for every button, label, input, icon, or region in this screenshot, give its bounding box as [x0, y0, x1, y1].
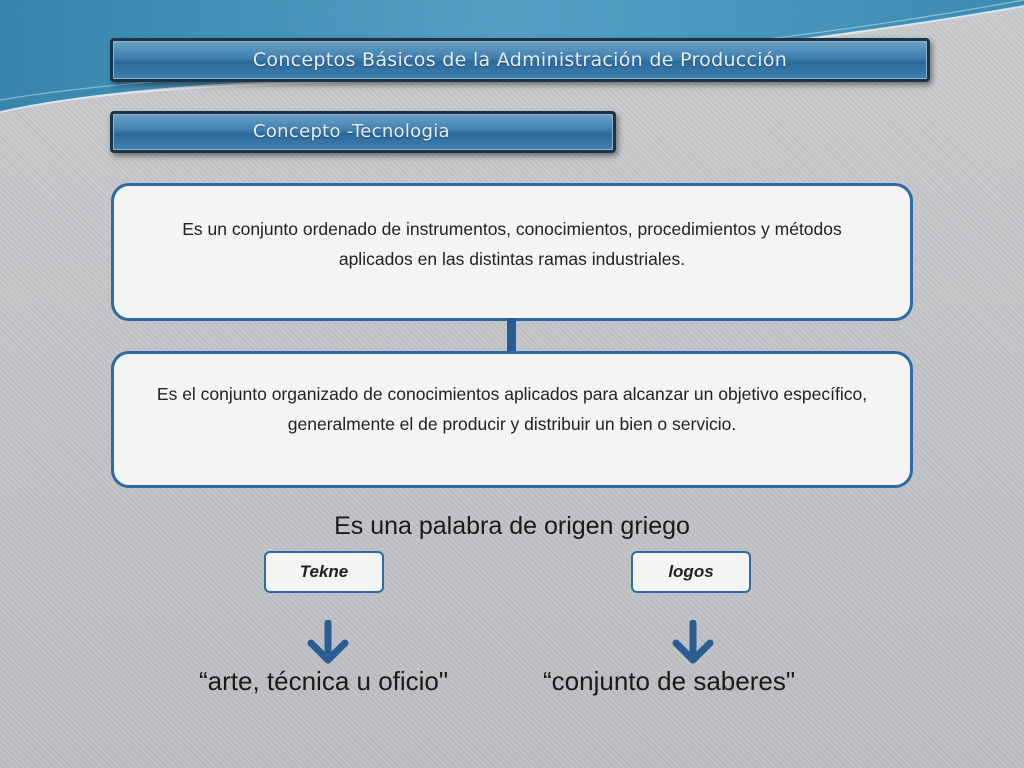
origin-statement: Es una palabra de origen griego [334, 512, 690, 540]
arrow-down-icon [305, 620, 351, 664]
arrow-down-icon [670, 620, 716, 664]
meaning-tekne: “arte, técnica u oficio" [199, 666, 449, 696]
root-tekne-box: Tekne [264, 551, 384, 593]
section-title: Concepto -Tecnologia [110, 111, 616, 153]
definition-box-2: Es el conjunto organizado de conocimientos aplicados para alcanzar un objetivo específico, generalmente el de producir y distribuir un bien o servicio. [111, 351, 913, 488]
connector-line [507, 318, 516, 354]
root-logos-box: logos [631, 551, 751, 593]
definition-box-1: Es un conjunto ordenado de instrumentos, conocimientos, procedimientos y métodos aplicados en las distintas ramas industriales. [111, 183, 913, 321]
page-title: Conceptos Básicos de la Administración de Producción [110, 38, 930, 82]
meaning-logos: “conjunto de saberes" [543, 666, 796, 696]
